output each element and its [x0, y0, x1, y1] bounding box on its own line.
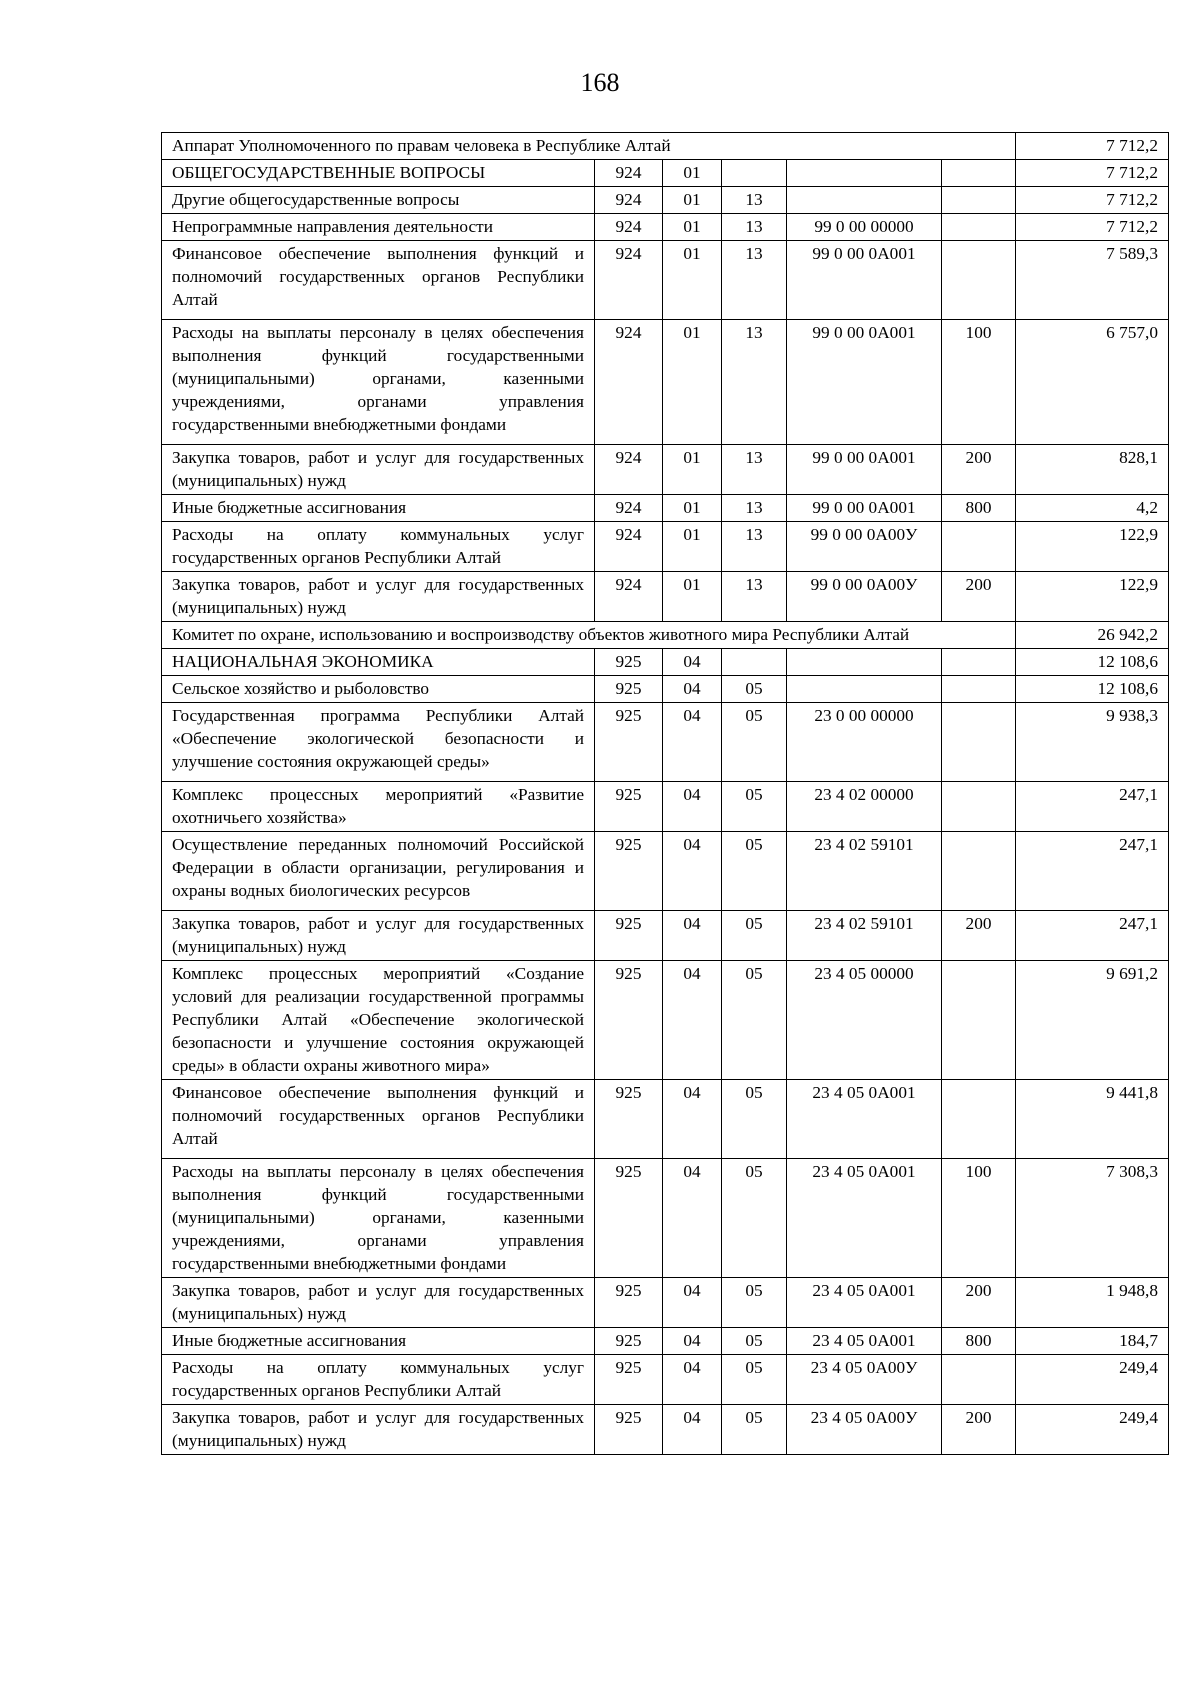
ved-code-cell: 924	[595, 214, 663, 241]
table-row	[162, 214, 1169, 241]
ved-code-cell: 924	[595, 187, 663, 214]
item-name-cell: Иные бюджетные ассигнования	[162, 495, 595, 522]
target-article-cell: 23 4 02 00000	[787, 782, 942, 832]
item-name-cell: Финансовое обеспечение выполнения функций и полномочий государственных органов Республики Алтай	[162, 241, 595, 320]
expense-type-cell: 200	[942, 445, 1016, 495]
table-section-row	[162, 622, 1169, 649]
section-code-cell: 04	[663, 961, 722, 1080]
item-name-cell: Закупка товаров, работ и услуг для государственных (муниципальных) нужд	[162, 445, 595, 495]
target-article-cell	[787, 187, 942, 214]
expense-type-cell: 200	[942, 911, 1016, 961]
item-name-cell: Расходы на выплаты персоналу в целях обеспечения выполнения функций государственными (муниципальными) органами, казенными учреждениями, органами управления государственными внебюджетными фондами	[162, 320, 595, 445]
section-code-cell: 04	[663, 832, 722, 911]
amount-cell: 249,4	[1016, 1405, 1169, 1455]
expense-type-cell	[942, 1080, 1016, 1159]
item-name-cell: ОБЩЕГОСУДАРСТВЕННЫЕ ВОПРОСЫ	[162, 160, 595, 187]
item-name-cell: Расходы на оплату коммунальных услуг государственных органов Республики Алтай	[162, 1355, 595, 1405]
subsection-code-cell: 13	[722, 495, 787, 522]
section-code-cell: 04	[663, 1080, 722, 1159]
table-row	[162, 495, 1169, 522]
target-article-cell: 23 4 05 00000	[787, 961, 942, 1080]
table-row	[162, 160, 1169, 187]
subsection-code-cell: 13	[722, 214, 787, 241]
table-row	[162, 703, 1169, 782]
target-article-cell: 23 4 05 0А001	[787, 1159, 942, 1278]
subsection-code-cell: 13	[722, 187, 787, 214]
table-row	[162, 187, 1169, 214]
section-code-cell: 04	[663, 1159, 722, 1278]
expense-type-cell: 200	[942, 1405, 1016, 1455]
budget-table	[161, 132, 1169, 1455]
section-code-cell: 01	[663, 495, 722, 522]
section-code-cell: 04	[663, 911, 722, 961]
section-code-cell: 01	[663, 320, 722, 445]
amount-cell: 9 441,8	[1016, 1080, 1169, 1159]
subsection-code-cell: 13	[722, 445, 787, 495]
target-article-cell: 23 0 00 00000	[787, 703, 942, 782]
ved-code-cell: 925	[595, 676, 663, 703]
page-number: 168	[580, 68, 620, 97]
item-name-cell: Сельское хозяйство и рыболовство	[162, 676, 595, 703]
expense-type-cell: 100	[942, 320, 1016, 445]
item-name-cell: Другие общегосударственные вопросы	[162, 187, 595, 214]
table-row	[162, 1328, 1169, 1355]
ved-code-cell: 925	[595, 961, 663, 1080]
section-code-cell: 01	[663, 160, 722, 187]
ved-code-cell: 925	[595, 703, 663, 782]
expense-type-cell	[942, 961, 1016, 1080]
subsection-code-cell: 05	[722, 676, 787, 703]
subsection-code-cell	[722, 649, 787, 676]
item-name-cell: Расходы на выплаты персоналу в целях обеспечения выполнения функций государственными (муниципальными) органами, казенными учреждениями, органами управления государственными внебюджетными фондами	[162, 1159, 595, 1278]
amount-cell: 7 589,3	[1016, 241, 1169, 320]
item-name-cell: Непрограммные направления деятельности	[162, 214, 595, 241]
amount-cell: 12 108,6	[1016, 649, 1169, 676]
expense-type-cell	[942, 160, 1016, 187]
amount-cell: 6 757,0	[1016, 320, 1169, 445]
table-section-row	[162, 133, 1169, 160]
section-code-cell: 04	[663, 782, 722, 832]
item-name-cell: Осуществление переданных полномочий Российской Федерации в области организации, регулирования и охраны водных биологических ресурсов	[162, 832, 595, 911]
section-code-cell: 01	[663, 445, 722, 495]
amount-cell: 247,1	[1016, 782, 1169, 832]
amount-cell: 9 691,2	[1016, 961, 1169, 1080]
target-article-cell	[787, 160, 942, 187]
ved-code-cell: 924	[595, 445, 663, 495]
amount-cell: 247,1	[1016, 832, 1169, 911]
table-row	[162, 572, 1169, 622]
subsection-code-cell: 13	[722, 572, 787, 622]
ved-code-cell: 924	[595, 495, 663, 522]
section-code-cell: 04	[663, 1328, 722, 1355]
expense-type-cell	[942, 1355, 1016, 1405]
table-row	[162, 1405, 1169, 1455]
table-row	[162, 832, 1169, 911]
section-code-cell: 01	[663, 572, 722, 622]
table-row	[162, 1278, 1169, 1328]
amount-cell: 7 712,2	[1016, 133, 1169, 160]
ved-code-cell: 925	[595, 1080, 663, 1159]
expense-type-cell: 800	[942, 1328, 1016, 1355]
target-article-cell	[787, 676, 942, 703]
target-article-cell: 99 0 00 00000	[787, 214, 942, 241]
item-name-cell: Закупка товаров, работ и услуг для государственных (муниципальных) нужд	[162, 1405, 595, 1455]
target-article-cell: 99 0 00 0А001	[787, 241, 942, 320]
amount-cell: 4,2	[1016, 495, 1169, 522]
target-article-cell: 23 4 02 59101	[787, 911, 942, 961]
expense-type-cell: 100	[942, 1159, 1016, 1278]
subsection-code-cell: 05	[722, 1159, 787, 1278]
amount-cell: 1 948,8	[1016, 1278, 1169, 1328]
subsection-code-cell	[722, 160, 787, 187]
subsection-code-cell: 05	[722, 1278, 787, 1328]
amount-cell: 122,9	[1016, 522, 1169, 572]
expense-type-cell	[942, 187, 1016, 214]
table-row	[162, 445, 1169, 495]
amount-cell: 7 712,2	[1016, 187, 1169, 214]
target-article-cell: 99 0 00 0А001	[787, 320, 942, 445]
table-row	[162, 522, 1169, 572]
item-name-cell: Иные бюджетные ассигнования	[162, 1328, 595, 1355]
section-code-cell: 01	[663, 522, 722, 572]
amount-cell: 7 712,2	[1016, 214, 1169, 241]
target-article-cell: 23 4 05 0А00У	[787, 1405, 942, 1455]
amount-cell: 249,4	[1016, 1355, 1169, 1405]
section-code-cell: 04	[663, 1405, 722, 1455]
ved-code-cell: 924	[595, 160, 663, 187]
target-article-cell: 23 4 05 0А00У	[787, 1355, 942, 1405]
target-article-cell: 99 0 00 0А00У	[787, 572, 942, 622]
ved-code-cell: 925	[595, 1355, 663, 1405]
target-article-cell: 23 4 05 0А001	[787, 1278, 942, 1328]
section-name-cell: Комитет по охране, использованию и воспроизводству объектов животного мира Республики Алтай	[162, 622, 1016, 649]
ved-code-cell: 924	[595, 522, 663, 572]
section-code-cell: 04	[663, 1355, 722, 1405]
target-article-cell: 23 4 05 0А001	[787, 1080, 942, 1159]
item-name-cell: НАЦИОНАЛЬНАЯ ЭКОНОМИКА	[162, 649, 595, 676]
expense-type-cell: 800	[942, 495, 1016, 522]
subsection-code-cell: 13	[722, 320, 787, 445]
ved-code-cell: 924	[595, 572, 663, 622]
ved-code-cell: 925	[595, 1405, 663, 1455]
section-code-cell: 01	[663, 214, 722, 241]
target-article-cell: 99 0 00 0А001	[787, 495, 942, 522]
ved-code-cell: 925	[595, 832, 663, 911]
ved-code-cell: 925	[595, 1159, 663, 1278]
item-name-cell: Закупка товаров, работ и услуг для государственных (муниципальных) нужд	[162, 572, 595, 622]
subsection-code-cell: 05	[722, 703, 787, 782]
subsection-code-cell: 05	[722, 961, 787, 1080]
section-name-cell: Аппарат Уполномоченного по правам человека в Республике Алтай	[162, 133, 1016, 160]
expense-type-cell	[942, 241, 1016, 320]
subsection-code-cell: 13	[722, 522, 787, 572]
expense-type-cell	[942, 703, 1016, 782]
amount-cell: 7 712,2	[1016, 160, 1169, 187]
expense-type-cell	[942, 832, 1016, 911]
table-row	[162, 320, 1169, 445]
table-row	[162, 241, 1169, 320]
section-code-cell: 04	[663, 703, 722, 782]
ved-code-cell: 924	[595, 320, 663, 445]
item-name-cell: Финансовое обеспечение выполнения функций и полномочий государственных органов Республики Алтай	[162, 1080, 595, 1159]
section-code-cell: 04	[663, 649, 722, 676]
amount-cell: 12 108,6	[1016, 676, 1169, 703]
target-article-cell	[787, 649, 942, 676]
budget-table-body	[162, 133, 1169, 1455]
section-code-cell: 04	[663, 676, 722, 703]
amount-cell: 828,1	[1016, 445, 1169, 495]
target-article-cell: 23 4 02 59101	[787, 832, 942, 911]
section-code-cell: 04	[663, 1278, 722, 1328]
amount-cell: 9 938,3	[1016, 703, 1169, 782]
subsection-code-cell: 05	[722, 782, 787, 832]
ved-code-cell: 925	[595, 1328, 663, 1355]
table-row	[162, 1080, 1169, 1159]
table-row	[162, 911, 1169, 961]
amount-cell: 7 308,3	[1016, 1159, 1169, 1278]
ved-code-cell: 925	[595, 911, 663, 961]
target-article-cell: 23 4 05 0А001	[787, 1328, 942, 1355]
table-row	[162, 782, 1169, 832]
item-name-cell: Комплекс процессных мероприятий «Развитие охотничьего хозяйства»	[162, 782, 595, 832]
subsection-code-cell: 05	[722, 911, 787, 961]
amount-cell: 247,1	[1016, 911, 1169, 961]
subsection-code-cell: 05	[722, 1328, 787, 1355]
amount-cell: 184,7	[1016, 1328, 1169, 1355]
ved-code-cell: 925	[595, 1278, 663, 1328]
subsection-code-cell: 13	[722, 241, 787, 320]
subsection-code-cell: 05	[722, 1080, 787, 1159]
ved-code-cell: 925	[595, 782, 663, 832]
item-name-cell: Закупка товаров, работ и услуг для государственных (муниципальных) нужд	[162, 1278, 595, 1328]
table-row	[162, 1355, 1169, 1405]
amount-cell: 122,9	[1016, 572, 1169, 622]
table-row	[162, 649, 1169, 676]
item-name-cell: Комплекс процессных мероприятий «Создание условий для реализации государственной программы Республики Алтай «Обеспечение экологической безопасности и улучшение состояния окружающей среды» в области охраны животного мира»	[162, 961, 595, 1080]
amount-cell: 26 942,2	[1016, 622, 1169, 649]
expense-type-cell	[942, 214, 1016, 241]
expense-type-cell	[942, 676, 1016, 703]
item-name-cell: Государственная программа Республики Алтай «Обеспечение экологической безопасности и улучшение состояния окружающей среды»	[162, 703, 595, 782]
ved-code-cell: 925	[595, 649, 663, 676]
subsection-code-cell: 05	[722, 1355, 787, 1405]
subsection-code-cell: 05	[722, 832, 787, 911]
table-row	[162, 1159, 1169, 1278]
expense-type-cell: 200	[942, 1278, 1016, 1328]
table-row	[162, 676, 1169, 703]
table-row	[162, 961, 1169, 1080]
expense-type-cell	[942, 782, 1016, 832]
section-code-cell: 01	[663, 187, 722, 214]
expense-type-cell	[942, 649, 1016, 676]
expense-type-cell: 200	[942, 572, 1016, 622]
item-name-cell: Закупка товаров, работ и услуг для государственных (муниципальных) нужд	[162, 911, 595, 961]
subsection-code-cell: 05	[722, 1405, 787, 1455]
section-code-cell: 01	[663, 241, 722, 320]
ved-code-cell: 924	[595, 241, 663, 320]
target-article-cell: 99 0 00 0А001	[787, 445, 942, 495]
item-name-cell: Расходы на оплату коммунальных услуг государственных органов Республики Алтай	[162, 522, 595, 572]
target-article-cell: 99 0 00 0А00У	[787, 522, 942, 572]
expense-type-cell	[942, 522, 1016, 572]
